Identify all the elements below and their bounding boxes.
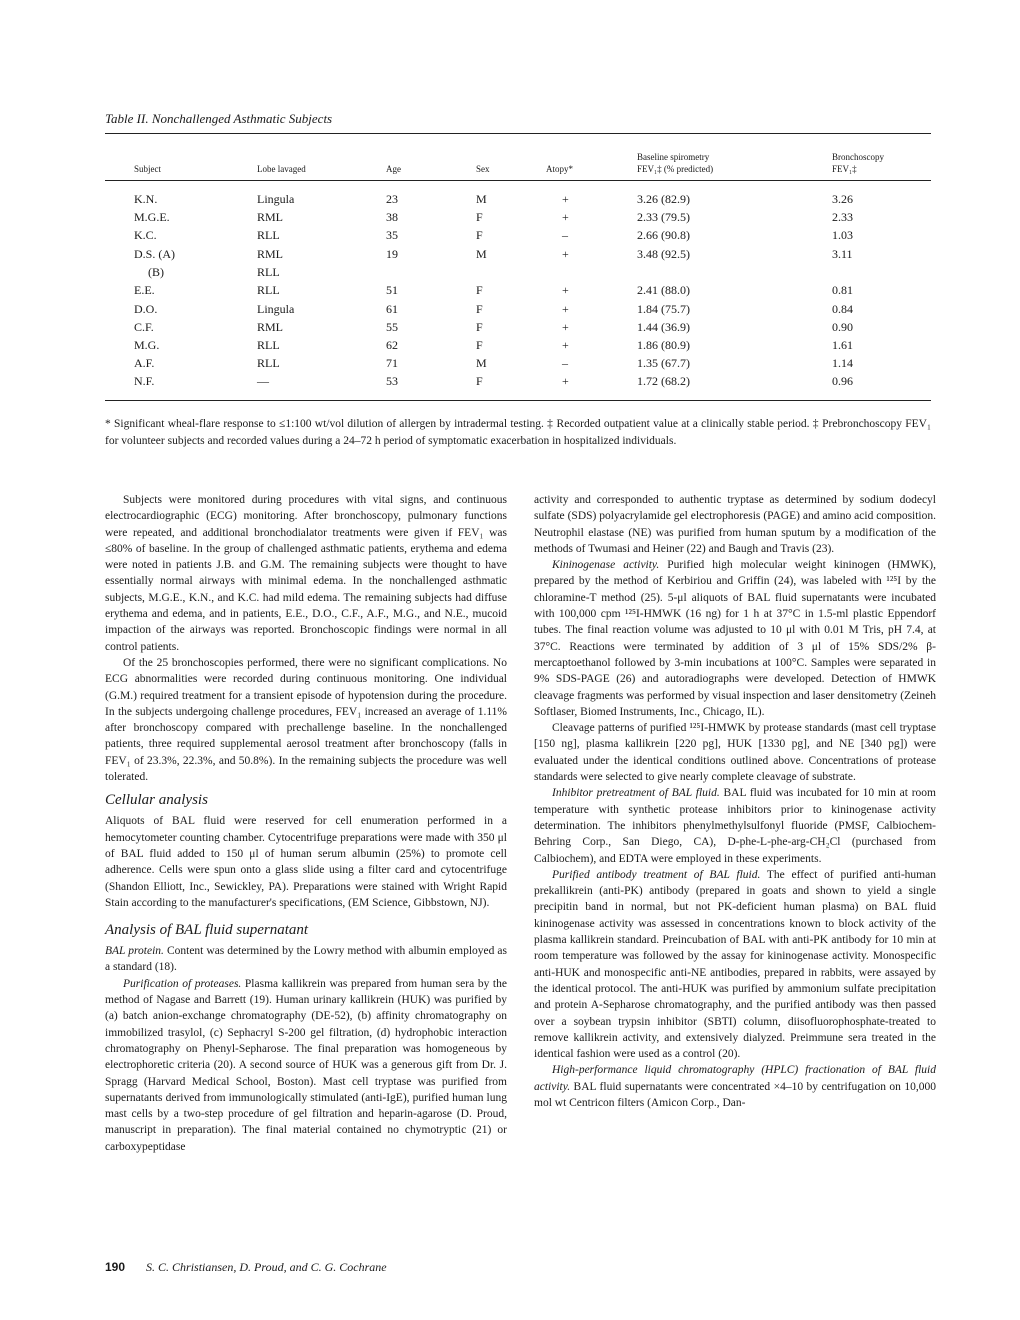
paragraph [105, 943, 507, 976]
header-bronch-line1: Bronchoscopy [832, 152, 884, 162]
cell-age: 53 [386, 374, 398, 388]
cell-atopy: + [562, 210, 569, 224]
run-in-heading: Inhibitor pretreatment of BAL fluid. [552, 787, 720, 800]
cell-atopy: + [562, 283, 569, 297]
header-bronch-line2: FEV₁‡ [832, 164, 857, 174]
cell-age: 61 [386, 302, 398, 316]
header-baseline-line2: FEV₁‡ (% predicted) [637, 164, 714, 174]
page-footer [105, 1260, 387, 1275]
cell-sex: F [476, 374, 483, 388]
cell-lobe: RML [257, 320, 284, 334]
table-top-rule [105, 133, 931, 134]
cell-bronch: 1.61 [832, 338, 853, 352]
cell-subject: K.C. [134, 228, 157, 242]
cell-lobe: RLL [257, 338, 280, 352]
cell-bronch: 0.96 [832, 374, 853, 388]
cell-subject: C.F. [134, 320, 154, 334]
cell-lobe: RLL [257, 356, 280, 370]
header-lobe: Lobe lavaged [257, 164, 306, 174]
paragraph-text: Purified high molecular weight kininogen (HMWK), prepared by the method of Kerbiriou and Griffin (24), was labeled with ¹²⁵I by the chloramine-T method (25). 5-μl aliquots of BAL fluid supernatants were incubated with 100,000 cpm ¹²⁵I-HMWK (16 ng) for 1 h at 37°C in 1.5-ml plastic Eppendorf tubes. The final reaction volume was adjusted to 10 μl with 0.01 M Tris, pH 7.4, at 37°C. Reactions were terminated by addition of 3 μl of 15% SDS/2% β-mercaptoethanol followed by 3-min incubations at 100°C. Samples were separated in 9% SDS-PAGE (26) and autoradiographs were developed. Detection of HMWK cleavage fragments was performed by visual inspection and laser densitometry (Zeineh Softlaser, Biomed Instruments, Inc., Chicago, IL). [534, 559, 936, 718]
header-age: Age [386, 164, 401, 174]
cell-bronch: 0.81 [832, 283, 853, 297]
cell-bronch: 3.11 [832, 247, 853, 261]
cell-age: 38 [386, 210, 398, 224]
run-in-heading: Kininogenase activity. [552, 559, 660, 572]
cell-subject: (B) [148, 265, 164, 279]
cell-sex: F [476, 338, 483, 352]
cell-lobe: RLL [257, 228, 280, 242]
cell-atopy: + [562, 302, 569, 316]
cell-lobe: Lingula [257, 192, 295, 206]
cell-sex: F [476, 302, 483, 316]
cell-subject: A.F. [134, 356, 155, 370]
table-header-rule [105, 180, 931, 181]
cell-atopy: – [562, 356, 568, 370]
left-column [105, 492, 507, 1155]
header-atopy: Atopy* [546, 164, 573, 174]
paragraph: Cleavage patterns of purified ¹²⁵I-HMWK by protease standards (mast cell tryptase [150 ng], plasma kallikrein [220 pg], HUK [1330 pg], and NE [340 pg]) were evaluated under the identical conditions outlined above. Concentrations of protease standards were selected to give nearly complete cleavage of substrate. [534, 722, 936, 784]
cell-sex: M [476, 247, 487, 261]
cell-lobe: RLL [257, 265, 280, 279]
cell-bronch: 0.90 [832, 320, 853, 334]
cell-bronch: 1.03 [832, 228, 853, 242]
cell-sex: F [476, 228, 483, 242]
cell-atopy: + [562, 247, 569, 261]
cell-lobe: RLL [257, 283, 280, 297]
cell-lobe: — [257, 374, 269, 388]
cell-subject: E.E. [134, 283, 155, 297]
cell-subject: D.O. [134, 302, 158, 316]
cell-atopy: + [562, 320, 569, 334]
cell-baseline: 1.35 (67.7) [637, 356, 690, 370]
cell-atopy: – [562, 228, 568, 242]
cell-sex: F [476, 210, 483, 224]
cell-age: 62 [386, 338, 398, 352]
paragraph-text: Plasma kallikrein was prepared from human sera by the method of Nagase and Barrett (19). Human urinary kallikrein (HUK) was purified by (a) batch anion-exchange chromatography (DE-52), (b) affinity chromatography on immobilized trasylol, (c) Sephacryl S-200 gel filtration, (d) hydrophobic interaction chromatography on Phenyl-Sepharose. The final preparation was homogeneous by electrophoretic criteria (20). A second source of HUK was a generous gift from Dr. J. Spragg (Harvard Medical School, Boston). Mast cell tryptase was purified from supernatants derived from immunologically stimulated (anti-IgE), purified human lung mast cells by a two-step procedure of gel filtration and heparin-agarose (D. Proud, manuscript in preparation). The final material contained no chymotryptic (21) or carboxypeptidase [105, 977, 507, 1153]
header-sex: Sex [476, 164, 490, 174]
cell-baseline: 2.33 (79.5) [637, 210, 690, 224]
cell-sex: F [476, 320, 483, 334]
table-bottom-rule [105, 400, 931, 401]
right-column [534, 492, 936, 1111]
cell-bronch: 2.33 [832, 210, 853, 224]
header-baseline-line1: Baseline spirometry [637, 152, 710, 162]
run-in-heading: Purification of proteases. [123, 977, 242, 990]
section-heading-bal-supernatant: Analysis of BAL fluid supernatant [105, 922, 309, 939]
paragraph [105, 976, 507, 1155]
paragraph-text: The effect of purified anti-human prekallikrein (anti-PK) antibody (prepared in goats and shown to yield a single precipitin band in normal, but not PK-deficient human plasma) on BAL fluid kininogenase activity was assessed in concentrations known to block activity of the plasma kallikrein standard. Preincubation of BAL with anti-PK antibody for 10 min at room temperature was followed by the assay for kininogenase activity. Monospecific anti-HUK and monospecific anti-NE antibodies, prepared in rabbits, were assayed by the identical protocol. The anti-HUK was purified by ammonium sulfate precipitation and protein A-Sepharose chromatography, and the purified antibody was then passed over a soybean trypsin inhibitor (SBTI) column, diisofluorophosphate-treated to remove kallikrein activity, and extensively dialyzed. Preimmune sera treated in the identical fashion were used as a control (20). [534, 868, 936, 1061]
paragraph-text: Content was determined by the Lowry method with albumin employed as a standard (18). [105, 945, 508, 974]
table-footnote: * Significant wheal-flare response to ≤1:100 wt/vol dilution of allergen by intradermal testing. ‡ Recorded outpatient value at a clinically stable period. ‡ Prebronchoscopy FEV₁ for volunteer subjects and recorded values during a 24–72 h period of symptomatic exacerbation in hospitalized individuals. [105, 418, 931, 447]
paragraph: Aliquots of BAL fluid were reserved for cell enumeration performed in a hemocytometer counting chamber. Cytocentrifuge preparations were made with 350 μl of BAL fluid added to 150 μl of human serum albumin (25%) to promote cell adherence. Cells were spun onto a glass slide using a filter card and cytocentrifuge (Shandon Elliott, Inc., Sewickley, PA). Preparations were stained with Wright Rapid Stain according to the manufacturer's specifications, (EM Science, Gibbstown, NJ). [105, 815, 507, 909]
cell-baseline: 1.84 (75.7) [637, 302, 690, 316]
cell-atopy: + [562, 192, 569, 206]
paragraph-text: BAL fluid supernatants were concentrated ×4–10 by centrifugation on 10,000 mol wt Centricon filters (Amicon Corp., Dan- [534, 1080, 936, 1109]
cell-lobe: RML [257, 247, 284, 261]
cell-baseline: 3.26 (82.9) [637, 192, 690, 206]
cell-baseline: 1.72 (68.2) [637, 374, 690, 388]
run-in-heading: BAL protein. [105, 945, 164, 958]
cell-subject: D.S. (A) [134, 247, 175, 261]
paragraph-text: BAL fluid was incubated for 10 min at room temperature with synthetic protease inhibitors prior to kininogenase activity determination. The inhibitors phenylmethylsulfonyl fluoride (PMSF, Calbiochem-Behring Corp., San Diego, CA), D-phe-L-phe-arg-CH₂Cl (purchased from Calbiochem), and EDTA were employed in these experiments. [534, 787, 936, 865]
table-title: Table II. Nonchallenged Asthmatic Subjects [105, 111, 333, 126]
cell-atopy: + [562, 374, 569, 388]
cell-age: 35 [386, 228, 398, 242]
cell-baseline: 2.41 (88.0) [637, 283, 690, 297]
cell-baseline: 1.44 (36.9) [637, 320, 690, 334]
cell-bronch: 1.14 [832, 356, 853, 370]
page-number: 190 [105, 1260, 126, 1274]
cell-bronch: 0.84 [832, 302, 853, 316]
cell-subject: M.G.E. [134, 210, 170, 224]
cell-baseline: 3.48 (92.5) [637, 247, 690, 261]
cell-sex: F [476, 283, 483, 297]
paragraph: activity and corresponded to authentic tryptase as determined by sodium dodecyl sulfate (SDS) polyacrylamide gel electrophoresis (PAGE) and amino acid composition. Neutrophil elastase (NE) was purified from human sputum by a modification of the methods of Twumasi and Heiner (22) and Baugh and Travis (23). [534, 494, 936, 555]
cell-subject: M.G. [134, 338, 160, 352]
paragraph [534, 785, 936, 866]
cell-age: 51 [386, 283, 398, 297]
cell-lobe: RML [257, 210, 284, 224]
running-authors: S. C. Christiansen, D. Proud, and C. G. Cochrane [146, 1260, 387, 1274]
paragraph [534, 1062, 936, 1111]
cell-subject: K.N. [134, 192, 158, 206]
run-in-heading: Purified antibody treatment of BAL fluid. [552, 868, 761, 881]
run-in-heading: High-performance liquid chromatography (HPLC) fractionation of BAL fluid activity. [534, 1064, 936, 1093]
cell-baseline: 1.86 (80.9) [637, 338, 690, 352]
cell-subject: N.F. [134, 374, 155, 388]
paragraph: Subjects were monitored during procedures with vital signs, and continuous electrocardiographic (ECG) monitoring. After bronchoscopy, pulmonary functions were repeated, and additional bronchodialator treatments were given if FEV₁ was ≤80% of baseline. In the group of challenged asthmatic patients, erythema and edema were noted in patients J.B. and G.M. The remaining subjects were thought to have essentially normal airways with minimal edema. In the nonchallenged asthmatic subjects, M.G.E., K.N., and K.C. had mild edema. The remaining subjects had diffuse erythema and edema, and in patients, E.E., D.O., C.F., A.F., M.G., and N.E., mucoid impaction of the airways was reported. Bronchoscopic findings were normal in all control patients. [105, 494, 507, 653]
cell-age: 23 [386, 192, 398, 206]
cell-age: 19 [386, 247, 398, 261]
cell-age: 71 [386, 356, 398, 370]
cell-sex: M [476, 356, 487, 370]
cell-lobe: Lingula [257, 302, 295, 316]
paragraph [534, 867, 936, 1063]
cell-age: 55 [386, 320, 398, 334]
cell-atopy: + [562, 338, 569, 352]
cell-bronch: 3.26 [832, 192, 853, 206]
paragraph: Of the 25 bronchoscopies performed, there were no significant complications. No ECG abnormalities were recorded during continuous monitoring. One individual (G.M.) required treatment for a transient episode of hypotension during the procedure. In the subjects undergoing challenge procedures, FEV₁ increased an average of 1.11% after bronchoscopy compared with prechallenge baseline. In the nonchallenged patients, three required supplemental aerosol treatment after bronchoscopy (falls in FEV₁ of 23.3%, 22.3%, and 50.8%). In the remaining subjects the procedure was well tolerated. [105, 656, 507, 784]
cell-baseline: 2.66 (90.8) [637, 228, 690, 242]
paragraph [534, 557, 936, 720]
cell-sex: M [476, 192, 487, 206]
header-subject: Subject [134, 164, 161, 174]
section-heading-cellular-analysis: Cellular analysis [105, 792, 208, 809]
